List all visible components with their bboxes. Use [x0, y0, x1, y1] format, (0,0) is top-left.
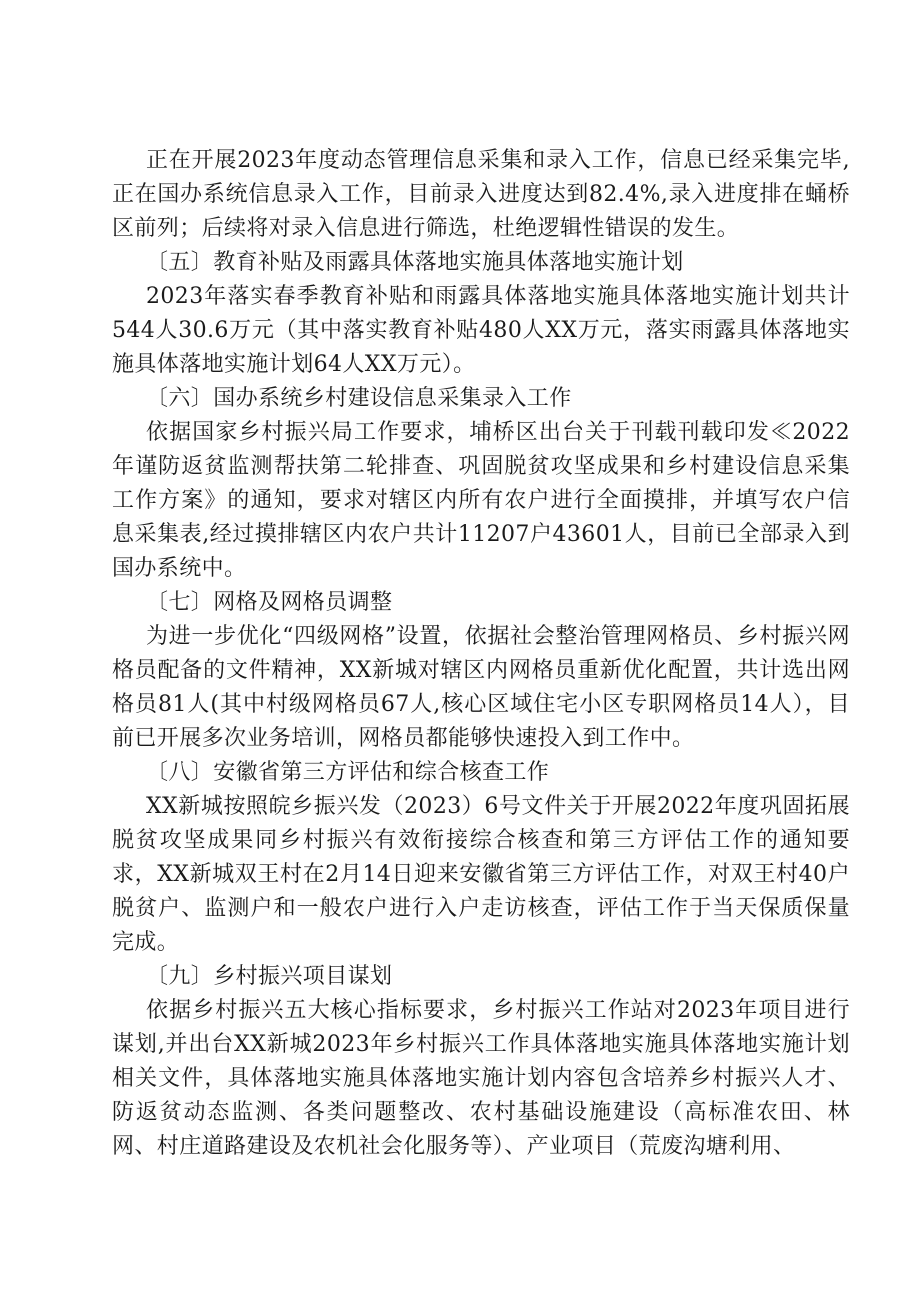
- paragraph-rural-info-entry: 依据国家乡村振兴局工作要求，埔桥区出台关于刊载刊载印发≪2022年谨防返贫监测帮扶第二轮排查、巩固脱贫攻坚成果和乡村建设信息采集工作方案》的通知，要求对辖区内所有农户进行全面摸排，并填写农户信息采集表,经过摸排辖区内农户共计11207户43601人，目前已全部录入到国办系统中。: [112, 420, 850, 581]
- paragraph-data-collection: 正在开展2023年度动态管理信息采集和录入工作，信息已经采集完毕,正在国办系统信息录入工作，目前录入进度达到82.4%,录入进度排在蛹桥区前列；后续将对录入信息进行筛选，杜绝逻辑性错误的发生。: [112, 148, 850, 241]
- document-body: [112, 144, 850, 1164]
- paragraph-education-subsidy: 2023年落实春季教育补贴和雨露具体落地实施具体落地实施计划共计544人30.6万元（其中落实教育补贴480人XX万元，落实雨露具体落地实施具体落地实施计划64人XX万元）。: [112, 284, 850, 377]
- section-heading-rural-info-entry: 〔六〕国办系统乡村建设信息采集录入工作: [146, 386, 572, 411]
- paragraph-grid-adjustment: 为进一步优化“四级网格”设置，依据社会整治管理网格员、乡村振兴网格员配备的文件精神，XX新城对辖区内网格员重新优化配置，共计选出网格员81人(其中村级网格员67人,核心区域住宅小区专职网格员14人），目前已开展多次业务培训，网格员都能够快速投入到工作中。: [112, 624, 850, 751]
- section-heading-project-planning: 〔九〕乡村振兴项目谋划: [146, 964, 393, 989]
- paragraph-third-party-evaluation: XX新城按照皖乡振兴发（2023）6号文件关于开展2022年度巩固拓展脱贫攻坚成果同乡村振兴有效衔接综合核查和第三方评估工作的通知要求，XX新城双王村在2月14日迎来安徽省第三方评估工作，对双王村40户脱贫户、监测户和一般农户进行入户走访核查，评估工作于当天保质保量完成。: [112, 794, 850, 955]
- paragraph-project-planning: 依据乡村振兴五大核心指标要求，乡村振兴工作站对2023年项目进行谋划,并出台XX新城2023年乡村振兴工作具体落地实施具体落地实施计划相关文件，具体落地实施具体落地实施计划内容包含培养乡村振兴人才、防返贫动态监测、各类问题整改、农村基础设施建设（高标准农田、林网、村庄道路建设及农机社会化服务等）、产业项目（荒废沟塘利用、: [112, 998, 850, 1159]
- section-heading-education-subsidy: 〔五〕教育补贴及雨露具体落地实施具体落地实施计划: [146, 250, 684, 275]
- section-heading-grid-adjustment: 〔七〕网格及网格员调整: [146, 590, 393, 615]
- section-heading-third-party-evaluation: 〔八〕安徽省第三方评估和综合核查工作: [146, 760, 550, 785]
